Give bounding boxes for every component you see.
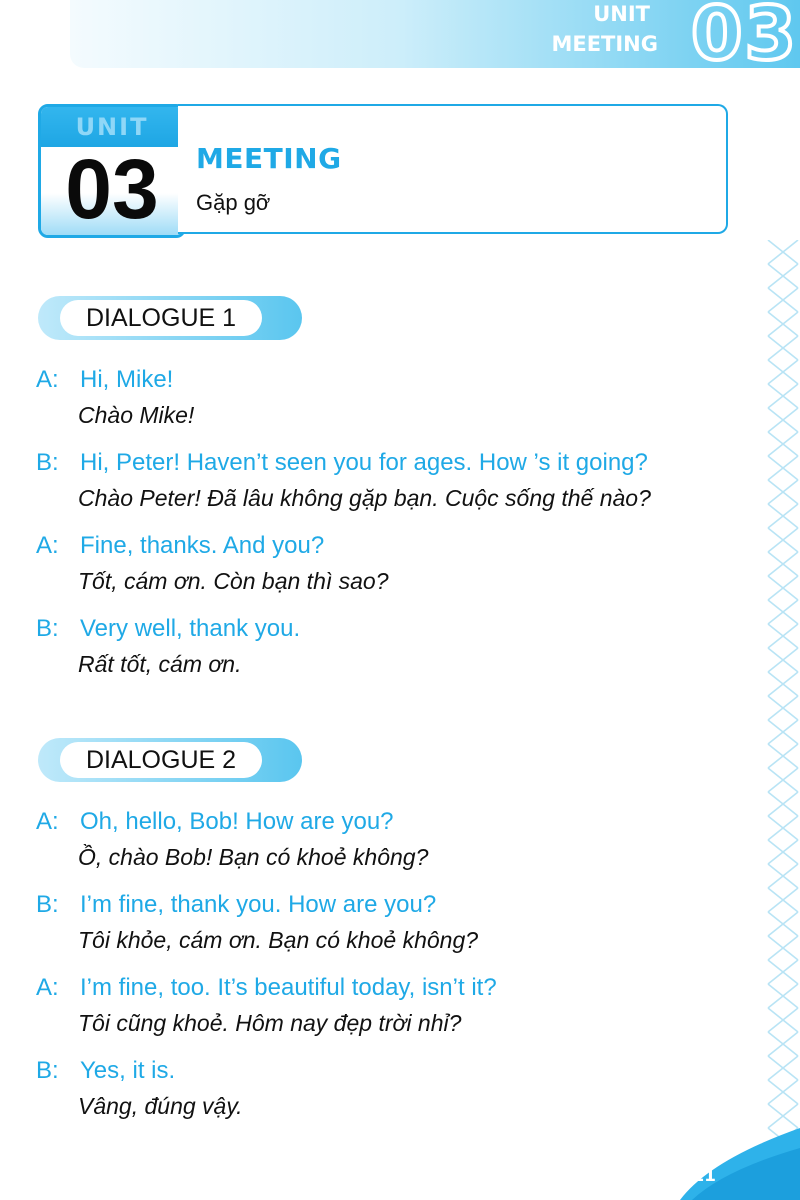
dialogue-1-heading-label: DIALOGUE 1: [60, 300, 262, 336]
speaker-label: B:: [36, 1057, 59, 1084]
vietnamese-text: Tôi cũng khoẻ. Hôm nay đẹp trời nhỉ?: [78, 1010, 462, 1036]
unit-box-number: 03: [65, 142, 159, 236]
english-text: Hi, Mike!: [80, 366, 174, 393]
speaker-label: B:: [36, 891, 59, 918]
page-number: 11: [692, 1166, 716, 1186]
speaker-label: B:: [36, 615, 59, 642]
footer-corner: [640, 1120, 800, 1200]
vietnamese-text: Tôi khỏe, cám ơn. Bạn có khoẻ không?: [78, 927, 479, 953]
vietnamese-text: Ồ, chào Bob! Bạn có khoẻ không?: [78, 844, 429, 870]
vietnamese-text: Tốt, cám ơn. Còn bạn thì sao?: [78, 568, 389, 594]
english-text: I’m fine, too. It’s beautiful today, isn’t it?: [80, 974, 497, 1001]
speaker-label: A:: [36, 974, 59, 1001]
vietnamese-text: Rất tốt, cám ơn.: [78, 651, 242, 677]
english-text: Very well, thank you.: [80, 615, 301, 642]
english-text: Fine, thanks. And you?: [80, 532, 325, 559]
header-unit-number: 03: [691, 0, 798, 77]
header-band: [70, 0, 800, 77]
english-text: I’m fine, thank you. How are you?: [80, 891, 437, 918]
vietnamese-text: Chào Mike!: [78, 402, 195, 428]
vietnamese-text: Chào Peter! Đã lâu không gặp bạn. Cuộc sống thế nào?: [78, 485, 651, 511]
english-text: Yes, it is.: [80, 1057, 176, 1084]
speaker-label: B:: [36, 449, 59, 476]
dialogue-1-heading: [38, 296, 302, 340]
unit-title-box: [178, 104, 728, 234]
header-title: MEETING: [551, 32, 658, 56]
dialogue-2-heading: [38, 738, 302, 782]
speaker-label: A:: [36, 532, 59, 559]
speaker-label: A:: [36, 808, 59, 835]
speaker-label: A:: [36, 366, 59, 393]
english-text: Oh, hello, Bob! How are you?: [80, 808, 394, 835]
header-unit-label: UNIT: [593, 2, 650, 26]
english-text: Hi, Peter! Haven’t seen you for ages. How ’s it going?: [80, 449, 648, 476]
unit-number-box: [38, 104, 186, 238]
side-decoration: [766, 240, 800, 1170]
dialogue-2-heading-label: DIALOGUE 2: [60, 742, 262, 778]
vietnamese-text: Vâng, đúng vậy.: [78, 1093, 243, 1119]
unit-title-vi: Gặp gỡ: [196, 190, 271, 215]
unit-box-label: UNIT: [75, 113, 149, 141]
unit-title-en: MEETING: [196, 142, 342, 175]
